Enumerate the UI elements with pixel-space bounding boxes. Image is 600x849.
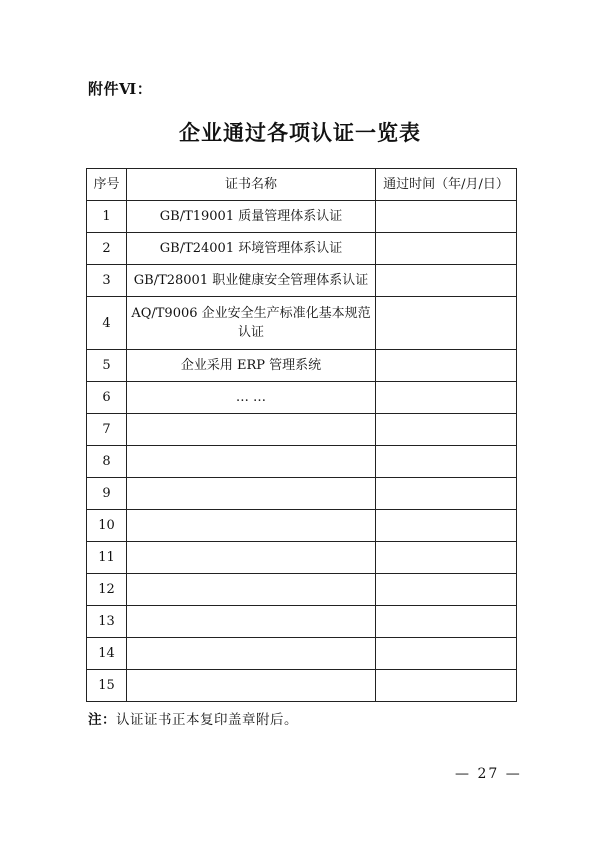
row-number: 11 <box>87 542 127 574</box>
table-row <box>87 350 517 382</box>
row-pass-date <box>376 350 517 382</box>
row-pass-date <box>376 638 517 670</box>
row-certificate-name: AQ/T9006 企业安全生产标准化基本规范认证 <box>127 297 376 350</box>
row-number: 8 <box>87 446 127 478</box>
row-certificate-name <box>127 670 376 702</box>
row-certificate-name: 企业采用 ERP 管理系统 <box>127 350 376 382</box>
header-pass-date: 通过时间（年/月/日） <box>376 169 517 201</box>
row-pass-date <box>376 670 517 702</box>
row-pass-date <box>376 510 517 542</box>
row-pass-date <box>376 233 517 265</box>
attachment-label: 附件Ⅵ： <box>88 80 153 98</box>
header-serial-number: 序号 <box>87 169 127 201</box>
table-row <box>87 510 517 542</box>
row-certificate-name <box>127 542 376 574</box>
footnote-text: 认证证书正本复印盖章附后。 <box>116 712 298 728</box>
table-row <box>87 606 517 638</box>
table-header-row <box>87 169 517 201</box>
table-row <box>87 446 517 478</box>
row-number: 7 <box>87 414 127 446</box>
table-row <box>87 542 517 574</box>
row-pass-date <box>376 446 517 478</box>
footnote-label: 注： <box>88 712 116 728</box>
row-pass-date <box>376 382 517 414</box>
row-pass-date <box>376 414 517 446</box>
row-number: 2 <box>87 233 127 265</box>
row-pass-date <box>376 574 517 606</box>
row-certificate-name <box>127 638 376 670</box>
footnote <box>88 708 298 728</box>
row-number: 9 <box>87 478 127 510</box>
row-number: 1 <box>87 201 127 233</box>
row-certificate-name: GB/T24001 环境管理体系认证 <box>127 233 376 265</box>
row-number: 10 <box>87 510 127 542</box>
row-certificate-name <box>127 606 376 638</box>
row-number: 4 <box>87 297 127 350</box>
row-number: 15 <box>87 670 127 702</box>
table-row <box>87 414 517 446</box>
row-pass-date <box>376 542 517 574</box>
row-pass-date <box>376 478 517 510</box>
row-pass-date <box>376 606 517 638</box>
page-number: — 27 — <box>455 766 522 782</box>
row-certificate-name: … … <box>127 382 376 414</box>
row-certificate-name: GB/T28001 职业健康安全管理体系认证 <box>127 265 376 297</box>
row-certificate-name <box>127 510 376 542</box>
table-row <box>87 265 517 297</box>
row-certificate-name <box>127 414 376 446</box>
row-number: 14 <box>87 638 127 670</box>
table-row <box>87 233 517 265</box>
table-row <box>87 638 517 670</box>
row-number: 3 <box>87 265 127 297</box>
row-number: 12 <box>87 574 127 606</box>
table-row <box>87 574 517 606</box>
page-title: 企业通过各项认证一览表 <box>179 120 421 145</box>
row-pass-date <box>376 297 517 350</box>
row-certificate-name: GB/T19001 质量管理体系认证 <box>127 201 376 233</box>
row-number: 13 <box>87 606 127 638</box>
table-row <box>87 201 517 233</box>
row-certificate-name <box>127 446 376 478</box>
row-certificate-name <box>127 574 376 606</box>
table-row <box>87 478 517 510</box>
certification-table <box>86 168 517 702</box>
row-certificate-name <box>127 478 376 510</box>
table-row <box>87 670 517 702</box>
table-row <box>87 382 517 414</box>
table-row <box>87 297 517 350</box>
row-pass-date <box>376 201 517 233</box>
row-pass-date <box>376 265 517 297</box>
header-certificate-name: 证书名称 <box>127 169 376 201</box>
row-number: 6 <box>87 382 127 414</box>
row-number: 5 <box>87 350 127 382</box>
